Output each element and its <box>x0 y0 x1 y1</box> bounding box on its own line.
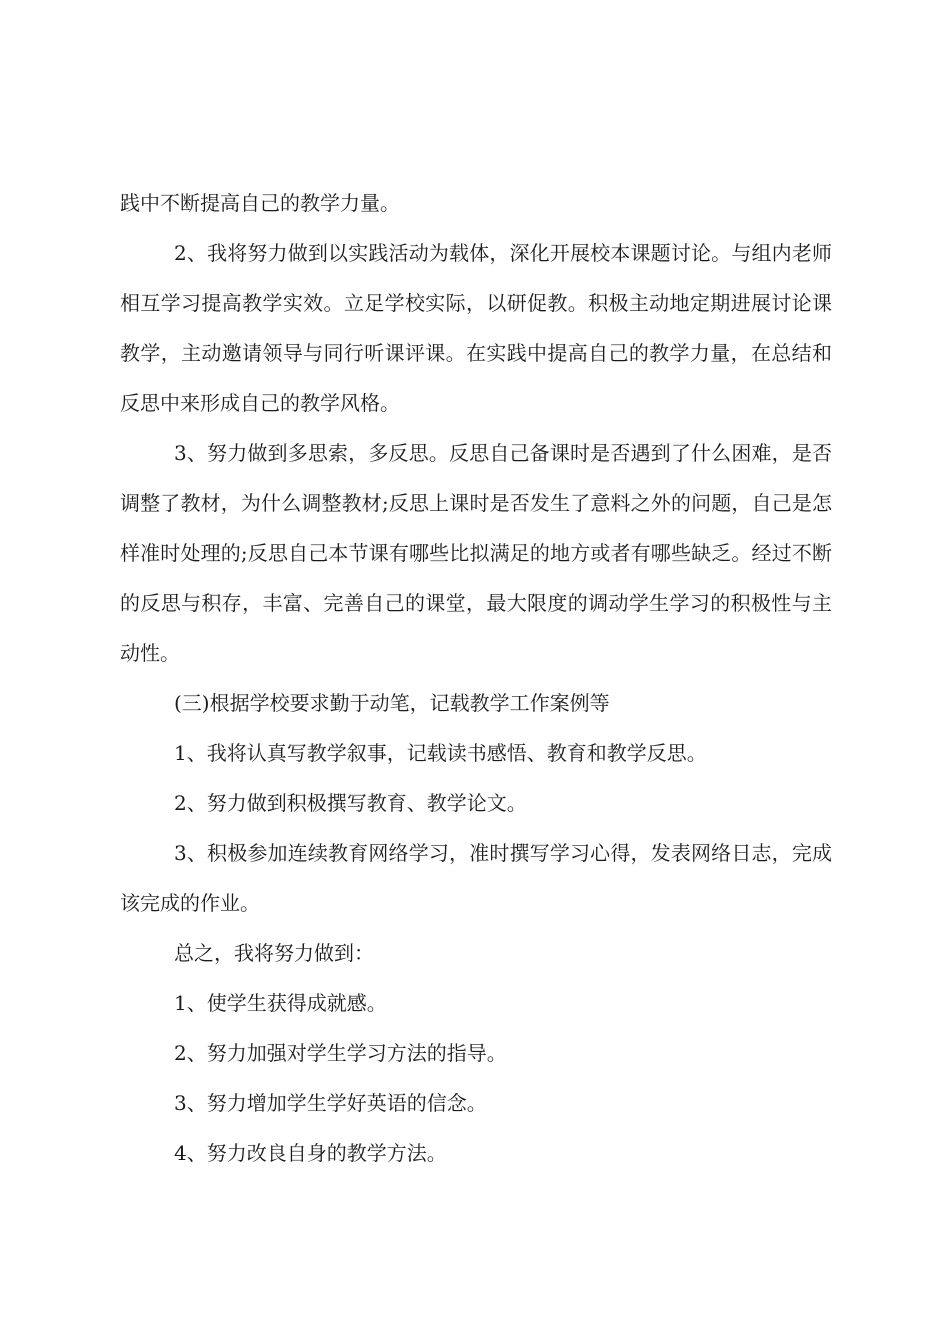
document-body <box>120 178 832 1178</box>
paragraph-item-3-reflection: 3、努力做到多思索，多反思。反思自己备课时是否遇到了什么困难，是否调整了教材，为什么调整教材;反思上课时是否发生了意料之外的问题，自己是怎样准时处理的;反思自己本节课有哪些比拟满足的地方或者有哪些缺乏。经过不断的反思与积存，丰富、完善自己的课堂，最大限度的调动学生学习的积极性与主动性。 <box>120 441 832 665</box>
summary-item-3: 3、努力增加学生学好英语的信念。 <box>174 1091 487 1115</box>
paragraph-continuation: 践中不断提高自己的教学力量。 <box>120 191 400 215</box>
paragraph-item-1-narrative: 1、我将认真写教学叙事，记载读书感悟、教育和教学反思。 <box>174 741 707 765</box>
summary-item-4: 4、努力改良自身的教学方法。 <box>174 1141 447 1165</box>
paragraph-item-2-papers: 2、努力做到积极撰写教育、教学论文。 <box>174 791 527 815</box>
summary-intro: 总之，我将努力做到： <box>174 941 374 965</box>
paragraph-item-2-practice: 2、我将努力做到以实践活动为载体，深化开展校本课题讨论。与组内老师相互学习提高教学实效。立足学校实际，以研促教。积极主动地定期进展讨论课教学，主动邀请领导与同行听课评课。在实践中提高自己的教学力量，在总结和反思中来形成自己的教学风格。 <box>120 241 832 415</box>
summary-item-1: 1、使学生获得成就感。 <box>174 991 387 1015</box>
section-heading-three: (三)根据学校要求勤于动笔，记载教学工作案例等 <box>174 691 610 715</box>
summary-item-2: 2、努力加强对学生学习方法的指导。 <box>174 1041 507 1065</box>
paragraph-item-3-online-learning: 3、积极参加连续教育网络学习，准时撰写学习心得，发表网络日志，完成该完成的作业。 <box>120 841 832 915</box>
